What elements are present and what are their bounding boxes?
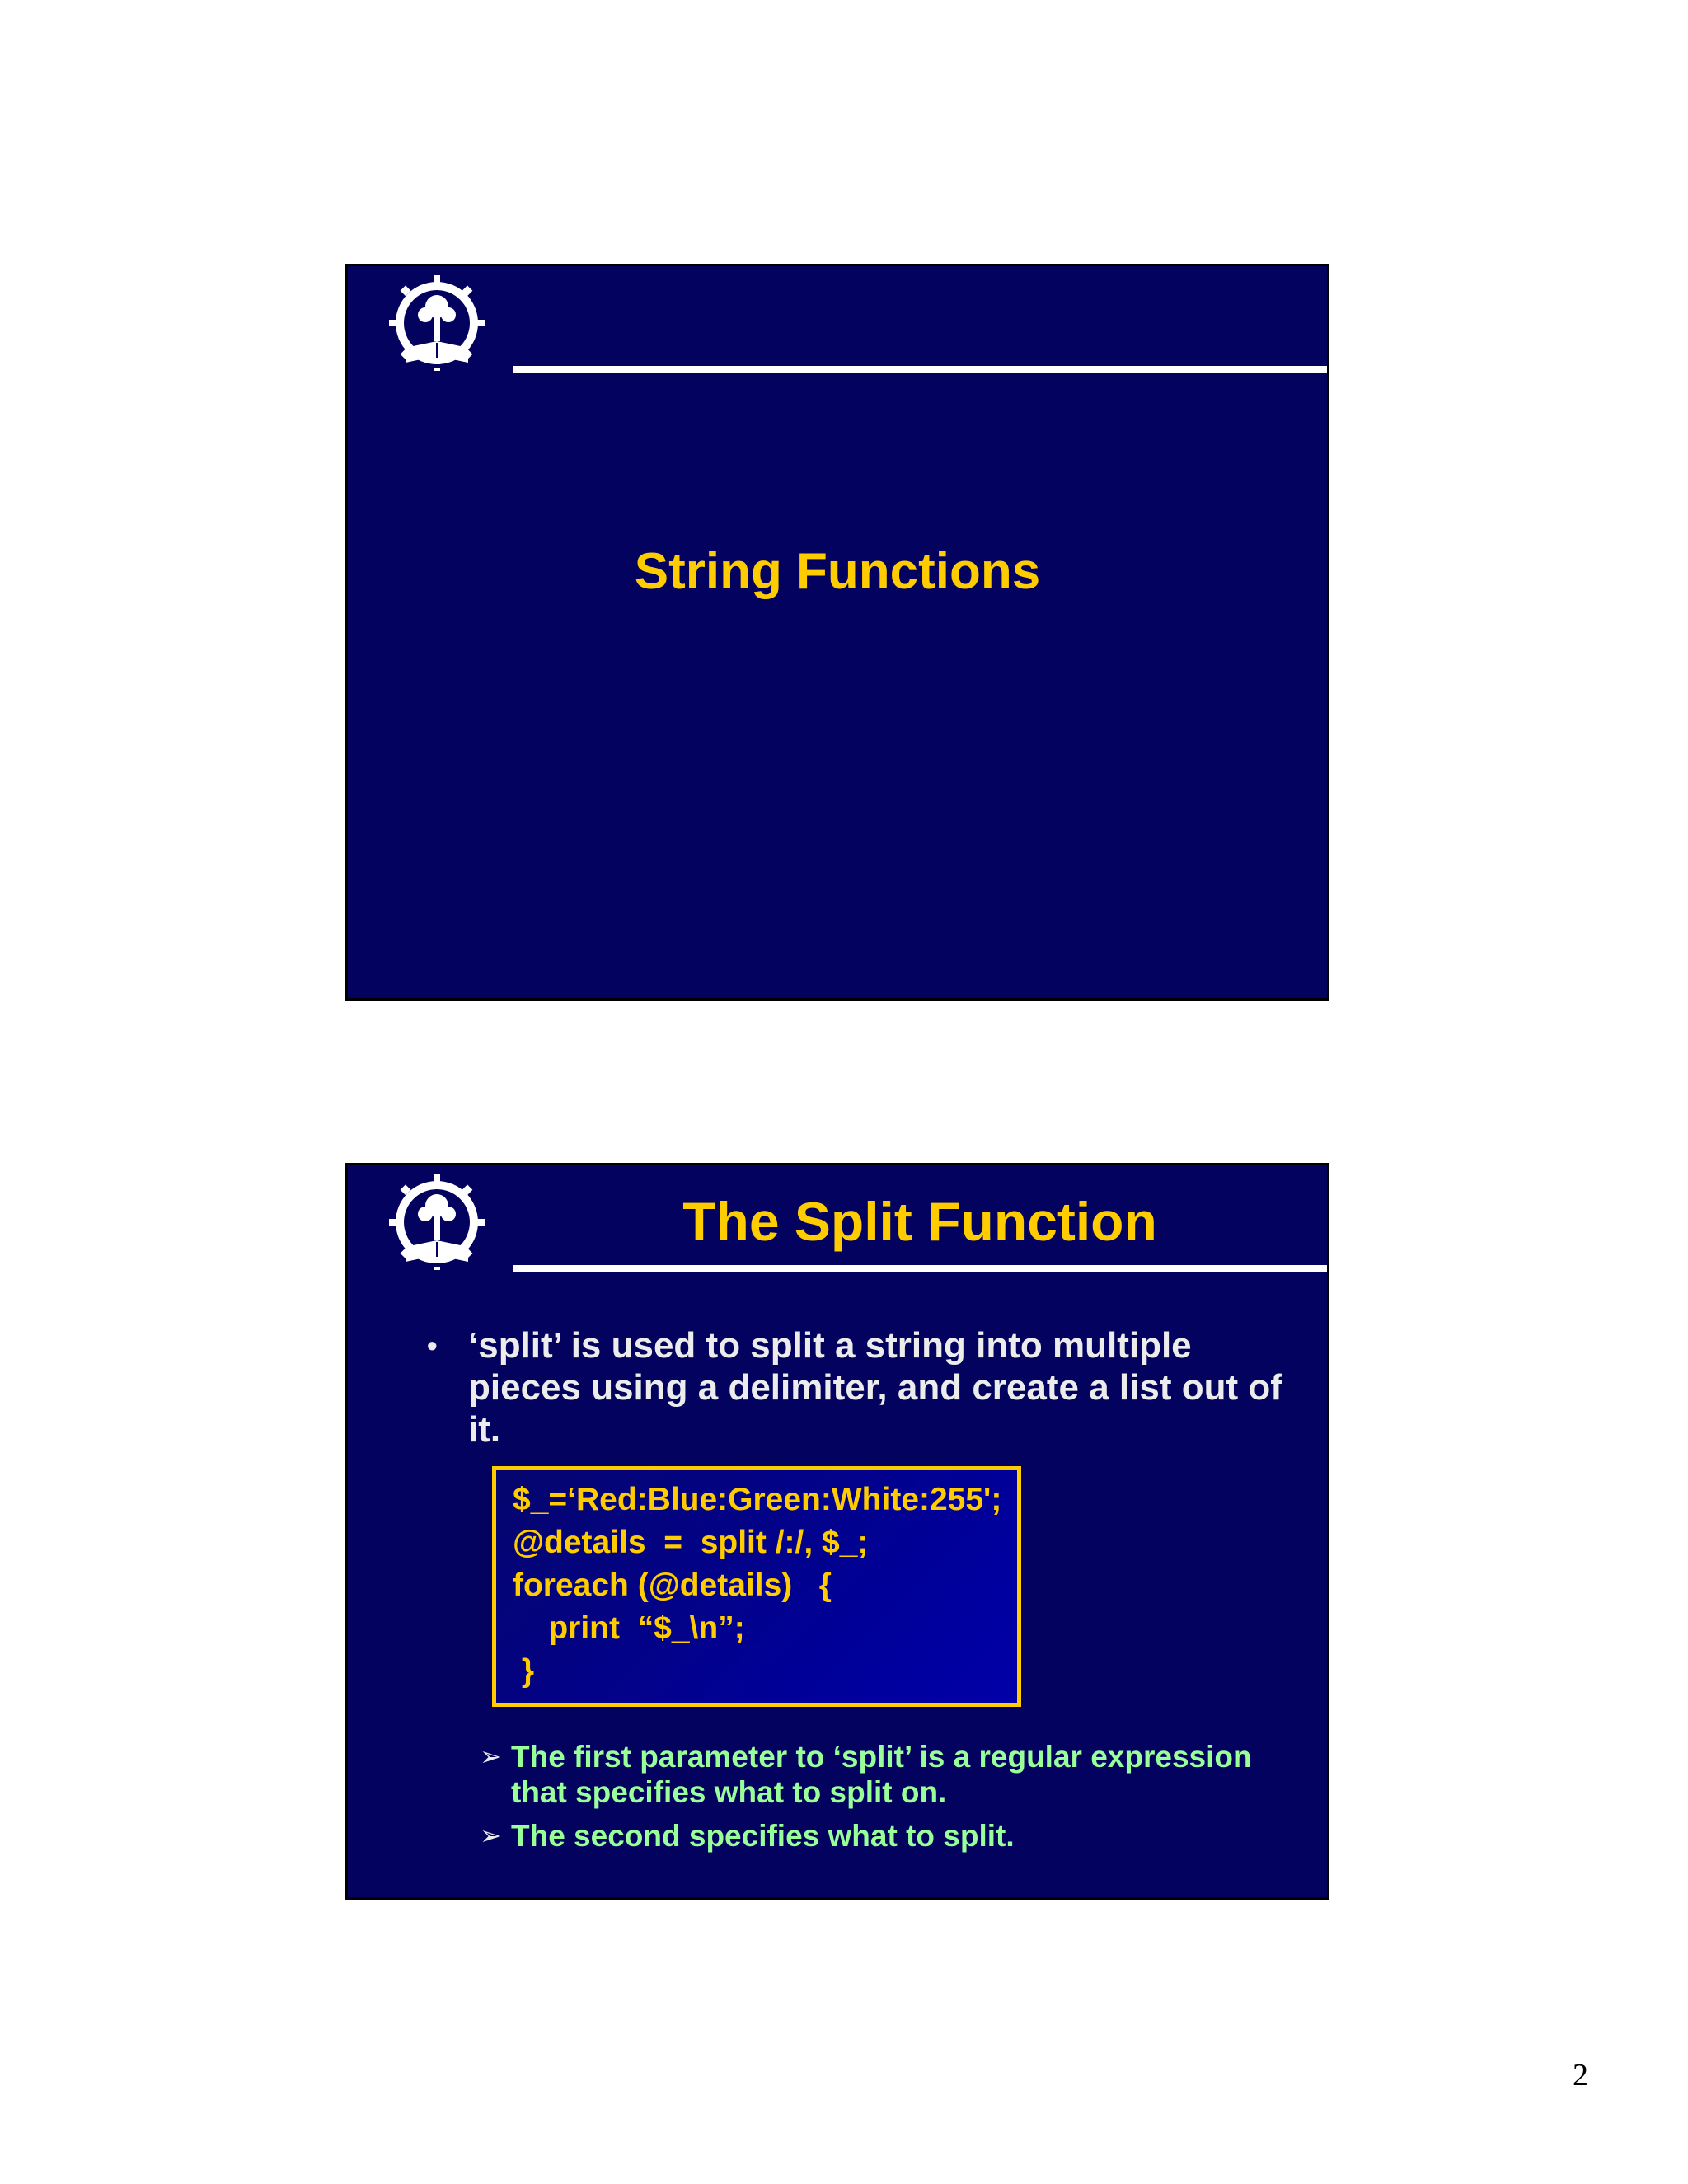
slide-title: The Split Function — [682, 1191, 1157, 1252]
institute-emblem-icon — [386, 1171, 493, 1278]
bullet-dot-icon: • — [427, 1329, 438, 1362]
code-line: print “$_\n”; — [513, 1610, 745, 1646]
code-line: $_=‘Red:Blue:Green:White:255'; — [513, 1482, 1002, 1517]
bullet-text: ‘split’ is used to split a string into multiple pieces using a delimiter, and create a list out of it. — [468, 1325, 1282, 1450]
slide-split-function — [345, 1163, 1329, 1900]
bullet-point — [427, 1324, 1301, 1451]
code-line: } — [513, 1653, 535, 1689]
sub-point-list — [480, 1739, 1304, 1862]
arrow-bullet-icon: ➢ — [480, 1741, 502, 1771]
sub-point — [480, 1739, 1304, 1810]
institute-emblem-icon — [386, 272, 493, 379]
title-underline — [513, 1265, 1327, 1272]
slide-string-functions — [345, 264, 1329, 1001]
code-example-box — [492, 1466, 1021, 1707]
arrow-bullet-icon: ➢ — [480, 1821, 502, 1850]
title-underline — [513, 366, 1327, 373]
code-line: foreach (@details) { — [513, 1568, 832, 1603]
sub-point — [480, 1818, 1304, 1854]
sub-point-text: The second specifies what to split. — [511, 1819, 1015, 1853]
sub-point-text: The first parameter to ‘split’ is a regular expression that specifies what to split on. — [511, 1740, 1252, 1809]
code-line: @details = split /:/, $_; — [513, 1525, 869, 1560]
page-number: 2 — [1573, 2058, 1588, 2093]
slide-title: String Functions — [634, 543, 1041, 600]
